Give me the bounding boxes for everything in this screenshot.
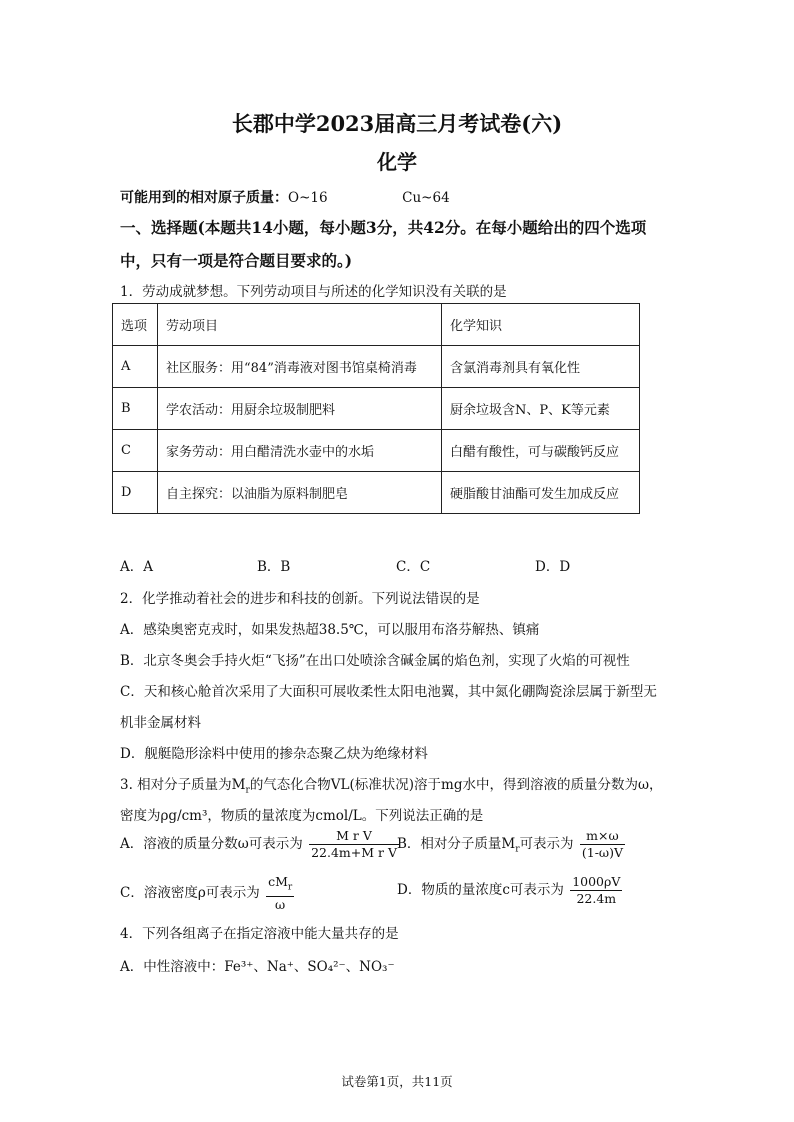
q3-stem-part: 的气态化合物VL(标准状况)溶于mg水中，得到溶液的质量分数为ω， [249, 777, 663, 793]
q2-option-c-line1[interactable]: C．天和核心舱首次采用了大面积可展收柔性太阳电池翼，其中氮化硼陶瓷涂层属于新型无 [120, 684, 657, 700]
fraction-d-num: 1000ρV [572, 874, 621, 889]
table-cell: B [113, 388, 158, 430]
q3-a-text: A．溶液的质量分数ω可表示为 [120, 836, 303, 852]
table-cell: 白醋有酸性，可与碳酸钙反应 [442, 430, 640, 472]
table-cell: D [113, 472, 158, 514]
q3-c-text: C．溶液密度ρ可表示为 [120, 884, 260, 901]
q3-b-text2: 可表示为 [519, 836, 574, 852]
atomic-mass-o: O~16 [288, 190, 328, 206]
table-row [113, 430, 640, 472]
q3-b-sub: r [515, 844, 520, 855]
q3-option-c[interactable] [120, 874, 296, 913]
q4-stem: 4．下列各组离子在指定溶液中能大量共存的是 [120, 926, 399, 942]
page-footer: 试卷第1页，共11页 [341, 1074, 453, 1089]
table-header-cell: 选项 [113, 304, 158, 346]
fraction-d-den: 22.4m [576, 891, 617, 906]
q3-d-text: D．物质的量浓度c可表示为 [397, 882, 564, 898]
table-cell: 学农活动：用厨余垃圾制肥料 [158, 388, 442, 430]
q3-stem-sub: r [245, 785, 250, 796]
fraction-c-den: ω [275, 896, 286, 912]
table-row [113, 472, 640, 514]
q2-option-b[interactable]: B．北京冬奥会手持火炬“飞扬”在出口处喷涂含碱金属的焰色剂，实现了火焰的可视性 [120, 653, 630, 669]
q2-option-a[interactable]: A．感染奥密克戎时，如果发热超38.5℃，可以服用布洛芬解热、镇痛 [120, 622, 540, 638]
q4-option-a[interactable]: A．中性溶液中：Fe³⁺、Na⁺、SO₄²⁻、NO₃⁻ [120, 959, 395, 975]
table-header-cell: 劳动项目 [158, 304, 442, 346]
option-c[interactable]: C．C [396, 559, 431, 575]
section-heading-line1: 一、选择题(本题共14小题，每小题3分，共42分。在每小题给出的四个选项 [120, 218, 647, 237]
table-row [113, 388, 640, 430]
table-cell: 硬脂酸甘油酯可发生加成反应 [442, 472, 640, 514]
fraction-c [266, 874, 294, 913]
fraction-d [570, 874, 622, 907]
fraction-c-num: $cM_r$ [266, 874, 294, 897]
fraction-b-num: m×ω [580, 828, 625, 845]
table-row [113, 304, 640, 346]
q3-option-b[interactable] [397, 828, 627, 861]
exam-title: 长郡中学2023届高三月考试卷(六) [231, 111, 563, 136]
option-a[interactable]: A．A [120, 559, 153, 575]
q3-stem-line1 [120, 773, 663, 796]
section-heading-line2: 中，只有一项是符合题目要求的。) [120, 251, 353, 270]
atomic-mass-cu: Cu~64 [402, 190, 450, 206]
subject-title: 化学 [377, 150, 417, 174]
atomic-mass-label: 可能用到的相对原子质量： [120, 190, 288, 206]
q3-stem-part: 3. 相对分子质量为M [120, 777, 246, 793]
table-cell: 家务劳动：用白醋清洗水壶中的水垢 [158, 430, 442, 472]
fraction-b-den: (1-ω)V [581, 845, 624, 860]
table-cell: C [113, 430, 158, 472]
q2-stem: 2．化学推动着社会的进步和科技的创新。下列说法错误的是 [120, 591, 480, 607]
table-cell: 社区服务：用“84”消毒液对图书馆桌椅消毒 [158, 346, 442, 388]
fraction-b [580, 828, 625, 861]
fraction-c-num-text: cM [268, 874, 288, 889]
q1-table [112, 303, 640, 514]
atomic-mass-line [120, 187, 450, 207]
option-b[interactable]: B．B [257, 559, 291, 575]
q2-option-d[interactable]: D．舰艇隐形涂料中使用的掺杂态聚乙炔为绝缘材料 [120, 746, 428, 762]
q1-stem: 1．劳动成就梦想。下列劳动项目与所述的化学知识没有关联的是 [120, 284, 507, 300]
table-cell: 自主探究：以油脂为原料制肥皂 [158, 472, 442, 514]
table-cell: A [113, 346, 158, 388]
fraction-a-num: M r V [309, 828, 399, 845]
q3-option-a[interactable] [120, 828, 401, 861]
table-cell: 厨余垃圾含N、P、K等元素 [442, 388, 640, 430]
q2-option-c-line2: 机非金属材料 [120, 715, 201, 731]
fraction-a [309, 828, 399, 861]
q3-option-d[interactable] [397, 874, 624, 907]
option-d[interactable]: D．D [535, 559, 571, 575]
table-row [113, 346, 640, 388]
table-header-cell: 化学知识 [442, 304, 640, 346]
q3-stem-line2: 密度为ρg/cm³，物质的量浓度为cmol/L。下列说法正确的是 [120, 808, 484, 824]
fraction-a-den: 22.4m+M r V [311, 845, 397, 860]
q3-b-text: B．相对分子质量M [397, 836, 516, 852]
table-cell: 含氯消毒剂具有氧化性 [442, 346, 640, 388]
